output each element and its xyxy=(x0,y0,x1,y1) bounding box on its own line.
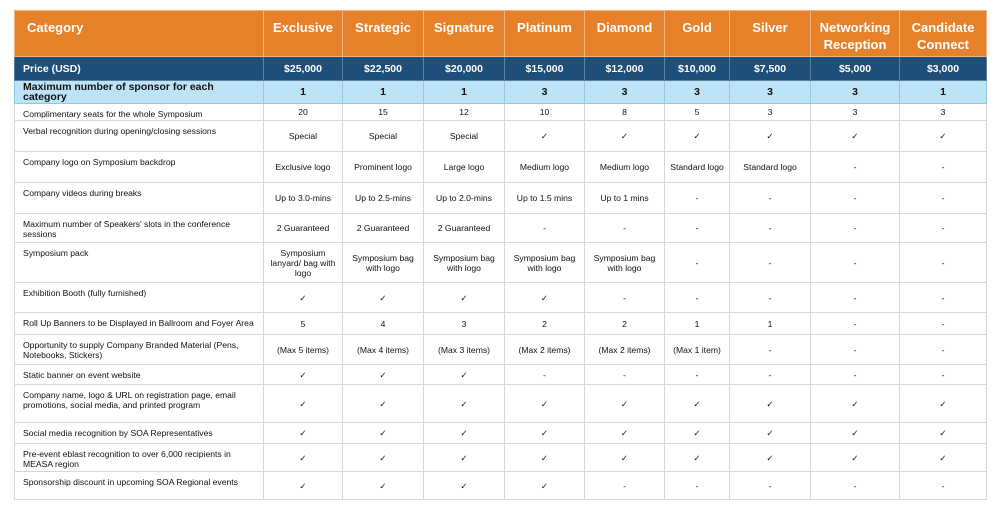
benefit-row xyxy=(15,365,987,385)
benefit-label: Company videos during breaks xyxy=(15,183,264,214)
price-cell: $10,000 xyxy=(665,57,730,81)
benefit-cell: - xyxy=(585,365,665,385)
benefit-row xyxy=(15,472,987,500)
benefit-cell: ✓ xyxy=(585,385,665,423)
tier-header: Candidate Connect xyxy=(900,11,987,57)
benefit-cell: - xyxy=(665,183,730,214)
benefit-row xyxy=(15,283,987,313)
category-header: Category xyxy=(15,11,264,57)
benefit-cell: ✓ xyxy=(264,423,343,444)
tier-header: Exclusive xyxy=(264,11,343,57)
benefit-cell: ✓ xyxy=(585,423,665,444)
benefit-label: Social media recognition by SOA Representatives xyxy=(15,423,264,444)
benefit-cell: ✓ xyxy=(505,444,585,472)
benefit-cell: 8 xyxy=(585,104,665,121)
benefit-cell: ✓ xyxy=(730,444,811,472)
benefit-row xyxy=(15,152,987,183)
benefit-row xyxy=(15,385,987,423)
benefit-cell: 2 Guaranteed xyxy=(424,214,505,243)
benefit-cell: - xyxy=(665,365,730,385)
benefit-cell: - xyxy=(730,283,811,313)
benefit-label: Opportunity to supply Company Branded Material (Pens, Notebooks, Stickers) xyxy=(15,335,264,365)
price-row xyxy=(15,57,987,81)
benefit-cell: ✓ xyxy=(811,385,900,423)
benefit-label: Roll Up Banners to be Displayed in Ballroom and Foyer Area xyxy=(15,313,264,335)
benefit-row xyxy=(15,335,987,365)
benefit-cell: ✓ xyxy=(424,385,505,423)
benefit-cell: 2 xyxy=(585,313,665,335)
benefit-cell: Up to 2.5-mins xyxy=(343,183,424,214)
price-label: Price (USD) xyxy=(15,57,264,81)
max-sponsors-cell: 3 xyxy=(585,81,665,104)
benefit-cell: ✓ xyxy=(343,472,424,500)
benefit-cell: (Max 2 items) xyxy=(585,335,665,365)
benefit-cell: ✓ xyxy=(811,444,900,472)
benefit-cell: 3 xyxy=(730,104,811,121)
benefit-cell: - xyxy=(585,472,665,500)
benefit-cell: ✓ xyxy=(264,385,343,423)
benefit-cell: ✓ xyxy=(343,385,424,423)
tier-header: Strategic xyxy=(343,11,424,57)
price-cell: $7,500 xyxy=(730,57,811,81)
tier-header: Platinum xyxy=(505,11,585,57)
benefit-row xyxy=(15,313,987,335)
sponsorship-table xyxy=(14,10,987,500)
benefit-cell: ✓ xyxy=(343,444,424,472)
benefit-cell: - xyxy=(665,283,730,313)
benefit-cell: 3 xyxy=(811,104,900,121)
benefit-label: Pre-event eblast recognition to over 6,000 recipients in MEASA region xyxy=(15,444,264,472)
benefit-row xyxy=(15,183,987,214)
benefit-row xyxy=(15,104,987,121)
benefit-cell: 20 xyxy=(264,104,343,121)
price-cell: $15,000 xyxy=(505,57,585,81)
benefit-cell: (Max 5 items) xyxy=(264,335,343,365)
benefit-cell: ✓ xyxy=(811,121,900,152)
benefit-cell: ✓ xyxy=(424,472,505,500)
benefit-cell: ✓ xyxy=(505,472,585,500)
benefit-row xyxy=(15,121,987,152)
benefit-cell: - xyxy=(900,183,987,214)
max-sponsors-cell: 3 xyxy=(730,81,811,104)
benefit-cell: ✓ xyxy=(811,423,900,444)
benefit-cell: - xyxy=(811,214,900,243)
max-sponsors-row xyxy=(15,81,987,104)
max-sponsors-cell: 3 xyxy=(505,81,585,104)
benefit-cell: ✓ xyxy=(665,121,730,152)
benefit-row xyxy=(15,423,987,444)
benefit-cell: Special xyxy=(424,121,505,152)
benefit-cell: 4 xyxy=(343,313,424,335)
benefit-cell: Symposium bag with logo xyxy=(585,243,665,283)
benefit-label: Maximum number of Speakers' slots in the conference sessions xyxy=(15,214,264,243)
benefit-cell: ✓ xyxy=(730,385,811,423)
benefit-cell: - xyxy=(505,214,585,243)
benefit-cell: - xyxy=(665,472,730,500)
benefit-cell: ✓ xyxy=(665,444,730,472)
benefit-cell: - xyxy=(900,313,987,335)
benefit-cell: 15 xyxy=(343,104,424,121)
max-sponsors-cell: 1 xyxy=(424,81,505,104)
benefit-cell: 2 Guaranteed xyxy=(264,214,343,243)
benefit-cell: 5 xyxy=(665,104,730,121)
max-sponsors-cell: 3 xyxy=(811,81,900,104)
benefit-cell: Symposium bag with logo xyxy=(424,243,505,283)
benefit-cell: (Max 3 items) xyxy=(424,335,505,365)
benefit-cell: - xyxy=(811,183,900,214)
benefit-cell: 5 xyxy=(264,313,343,335)
benefit-label: Company logo on Symposium backdrop xyxy=(15,152,264,183)
benefit-cell: ✓ xyxy=(585,444,665,472)
price-cell: $3,000 xyxy=(900,57,987,81)
benefit-cell: Up to 3.0-mins xyxy=(264,183,343,214)
tier-header: Diamond xyxy=(585,11,665,57)
benefit-cell: ✓ xyxy=(343,283,424,313)
benefit-cell: ✓ xyxy=(900,423,987,444)
benefit-cell: ✓ xyxy=(730,121,811,152)
benefit-cell: Exclusive logo xyxy=(264,152,343,183)
benefit-cell: Symposium lanyard/ bag with logo xyxy=(264,243,343,283)
benefit-cell: - xyxy=(585,214,665,243)
benefit-cell: ✓ xyxy=(665,385,730,423)
benefit-cell: ✓ xyxy=(264,365,343,385)
benefit-cell: - xyxy=(730,365,811,385)
benefit-cell: Symposium bag with logo xyxy=(343,243,424,283)
price-cell: $20,000 xyxy=(424,57,505,81)
benefit-cell: - xyxy=(811,152,900,183)
benefit-cell: 2 xyxy=(505,313,585,335)
benefit-cell: ✓ xyxy=(505,385,585,423)
benefit-cell: (Max 2 items) xyxy=(505,335,585,365)
benefit-cell: Prominent logo xyxy=(343,152,424,183)
benefit-cell: (Max 1 item) xyxy=(665,335,730,365)
benefit-cell: ✓ xyxy=(900,444,987,472)
price-cell: $22,500 xyxy=(343,57,424,81)
benefit-cell: Up to 1.5 mins xyxy=(505,183,585,214)
benefit-cell: Medium logo xyxy=(585,152,665,183)
price-cell: $12,000 xyxy=(585,57,665,81)
max-sponsors-label: Maximum number of sponsor for each category xyxy=(15,81,264,104)
tier-header: Networking Reception xyxy=(811,11,900,57)
max-sponsors-cell: 3 xyxy=(665,81,730,104)
benefit-cell: - xyxy=(505,365,585,385)
benefit-cell: ✓ xyxy=(505,423,585,444)
benefit-cell: ✓ xyxy=(585,121,665,152)
benefit-cell: - xyxy=(730,183,811,214)
benefit-cell: - xyxy=(665,243,730,283)
benefit-cell: Special xyxy=(343,121,424,152)
benefit-cell: ✓ xyxy=(424,444,505,472)
benefit-cell: ✓ xyxy=(900,385,987,423)
benefit-cell: - xyxy=(811,283,900,313)
max-sponsors-cell: 1 xyxy=(343,81,424,104)
header-row xyxy=(15,11,987,57)
benefit-cell: ✓ xyxy=(424,423,505,444)
benefit-label: Sponsorship discount in upcoming SOA Regional events xyxy=(15,472,264,500)
benefit-cell: - xyxy=(900,365,987,385)
benefit-cell: - xyxy=(811,365,900,385)
benefit-cell: - xyxy=(730,214,811,243)
benefit-cell: ✓ xyxy=(264,472,343,500)
price-cell: $25,000 xyxy=(264,57,343,81)
benefit-cell: ✓ xyxy=(264,444,343,472)
benefit-cell: 1 xyxy=(730,313,811,335)
benefit-cell: ✓ xyxy=(900,121,987,152)
benefit-cell: ✓ xyxy=(424,365,505,385)
benefit-cell: - xyxy=(900,152,987,183)
tier-header: Silver xyxy=(730,11,811,57)
benefit-row xyxy=(15,444,987,472)
benefit-cell: Standard logo xyxy=(665,152,730,183)
tier-header: Gold xyxy=(665,11,730,57)
benefit-cell: ✓ xyxy=(343,365,424,385)
benefit-label: Complimentary seats for the whole Symposium xyxy=(15,104,264,121)
max-sponsors-cell: 1 xyxy=(900,81,987,104)
max-sponsors-cell: 1 xyxy=(264,81,343,104)
benefit-cell: Symposium bag with logo xyxy=(505,243,585,283)
benefit-cell: ✓ xyxy=(505,121,585,152)
benefit-label: Exhibition Booth (fully furnished) xyxy=(15,283,264,313)
benefit-cell: - xyxy=(811,243,900,283)
benefit-cell: - xyxy=(811,472,900,500)
benefit-cell: - xyxy=(811,335,900,365)
benefit-cell: - xyxy=(730,335,811,365)
benefit-cell: ✓ xyxy=(424,283,505,313)
benefit-cell: Medium logo xyxy=(505,152,585,183)
benefit-cell: Up to 1 mins xyxy=(585,183,665,214)
benefit-cell: - xyxy=(730,243,811,283)
benefit-row xyxy=(15,243,987,283)
benefit-cell: ✓ xyxy=(730,423,811,444)
benefit-cell: Special xyxy=(264,121,343,152)
benefit-label: Symposium pack xyxy=(15,243,264,283)
benefit-cell: 3 xyxy=(424,313,505,335)
benefit-cell: ✓ xyxy=(665,423,730,444)
benefit-cell: - xyxy=(730,472,811,500)
benefit-cell: Large logo xyxy=(424,152,505,183)
benefit-cell: - xyxy=(900,283,987,313)
benefit-cell: Standard logo xyxy=(730,152,811,183)
benefit-cell: ✓ xyxy=(264,283,343,313)
benefit-row xyxy=(15,214,987,243)
benefit-cell: 1 xyxy=(665,313,730,335)
benefit-cell: - xyxy=(900,472,987,500)
benefit-cell: 2 Guaranteed xyxy=(343,214,424,243)
tier-header: Signature xyxy=(424,11,505,57)
benefit-cell: - xyxy=(665,214,730,243)
benefit-cell: ✓ xyxy=(343,423,424,444)
benefit-cell: (Max 4 items) xyxy=(343,335,424,365)
price-cell: $5,000 xyxy=(811,57,900,81)
benefit-cell: Up to 2.0-mins xyxy=(424,183,505,214)
benefit-cell: 3 xyxy=(900,104,987,121)
benefit-cell: - xyxy=(900,243,987,283)
benefit-label: Static banner on event website xyxy=(15,365,264,385)
benefit-cell: - xyxy=(900,335,987,365)
benefit-cell: 12 xyxy=(424,104,505,121)
benefit-cell: ✓ xyxy=(505,283,585,313)
benefit-cell: - xyxy=(900,214,987,243)
benefit-cell: 10 xyxy=(505,104,585,121)
benefit-label: Verbal recognition during opening/closing sessions xyxy=(15,121,264,152)
benefit-label: Company name, logo & URL on registration page, email promotions, social media, and printed program xyxy=(15,385,264,423)
benefit-cell: - xyxy=(585,283,665,313)
benefit-cell: - xyxy=(811,313,900,335)
